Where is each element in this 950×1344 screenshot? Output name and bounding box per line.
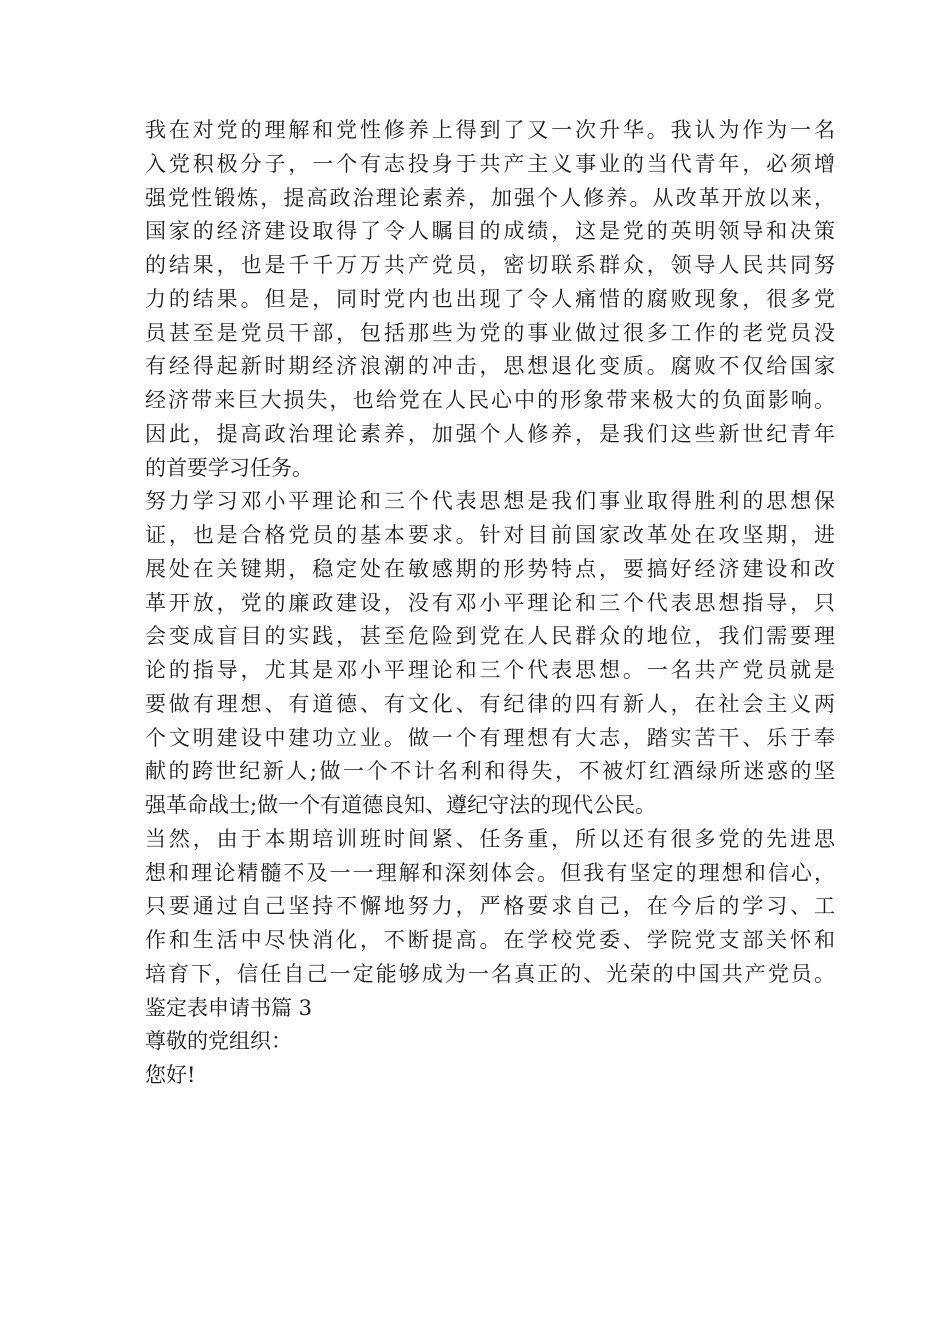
text-line: 论的指导，尤其是邓小平理论和三个代表思想。一名共产党员就是: [145, 658, 835, 682]
text-line: 我在对党的理解和党性修养上得到了又一次升华。我认为作为一名: [145, 118, 835, 142]
text-line: 员甚至是党员干部，包括那些为党的事业做过很多工作的老党员没: [145, 320, 835, 345]
text-line: 要做有理想、有道德、有文化、有纪律的四有新人，在社会主义两: [145, 691, 835, 716]
text-line: 强革命战士;做一个有道德良知、遵纪守法的现代公民。: [145, 793, 657, 817]
text-line: 努力学习邓小平理论和三个代表思想是我们事业取得胜利的思想保: [145, 489, 835, 514]
text-line: 强党性锻炼，提高政治理论素养，加强个人修养。从改革开放以来，: [145, 185, 835, 210]
text-line: 的结果，也是千千万万共产党员，密切联系群众，领导人民共同努: [145, 253, 835, 277]
text-line: 培育下，信任自己一定能够成为一名真正的、光荣的中国共产党员。: [145, 961, 835, 986]
text-line: 当然，由于本期培训班时间紧、任务重，所以还有很多党的先进思: [145, 826, 835, 851]
text-line: 献的跨世纪新人;做一个不计名利和得失，不被灯红酒绿所迷惑的坚: [145, 759, 835, 784]
text-line: 国家的经济建设取得了令人瞩目的成绩，这是党的英明领导和决策: [145, 219, 835, 244]
text-line: 鉴定表申请书篇 3: [145, 995, 313, 1020]
document-body: [145, 114, 835, 1093]
text-line: 想和理论精髓不及一一理解和深刻体会。但我有坚定的理想和信心，: [145, 860, 835, 885]
text-line: 证，也是合格党员的基本要求。针对目前国家改革处在攻坚期，进: [145, 523, 835, 547]
text-line: 展处在关键期，稳定处在敏感期的形势特点，要搞好经济建设和改: [145, 556, 835, 581]
text-line: 尊敬的党组织：: [145, 1029, 292, 1054]
text-line: 力的结果。但是，同时党内也出现了令人痛惜的腐败现象，很多党: [145, 286, 835, 311]
text-line: 经济带来巨大损失，也给党在人民心中的形象带来极大的负面影响。: [145, 388, 835, 412]
text-line: 您好!: [145, 1063, 196, 1087]
text-line: 入党积极分子，一个有志投身于共产主义事业的当代青年，必须增: [145, 151, 835, 176]
text-line: 会变成盲目的实践，甚至危险到党在人民群众的地位，我们需要理: [145, 624, 835, 649]
text-line: 的首要学习任务。: [145, 455, 313, 480]
text-line: 个文明建设中建功立业。做一个有理想有大志，踏实苦干、乐于奉: [145, 725, 835, 750]
text-line: 因此，提高政治理论素养，加强个人修养，是我们这些新世纪青年: [145, 421, 835, 446]
text-line: 只要通过自己坚持不懈地努力，严格要求自己，在今后的学习、工: [145, 894, 835, 919]
text-line: 作和生活中尽快消化，不断提高。在学校党委、学院党支部关怀和: [145, 928, 835, 952]
text-line: 有经得起新时期经济浪潮的冲击，思想退化变质。腐败不仅给国家: [145, 354, 835, 379]
text-line: 革开放，党的廉政建设，没有邓小平理论和三个代表思想指导，只: [145, 590, 835, 615]
